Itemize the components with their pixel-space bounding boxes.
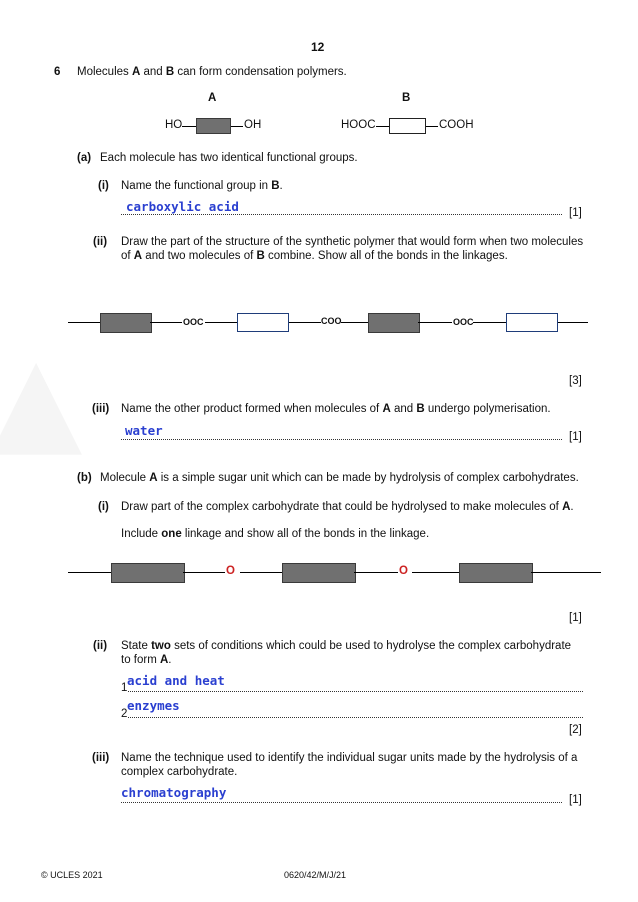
footer-copyright: © UCLES 2021 — [41, 870, 103, 880]
answer-a-iii[interactable]: water — [125, 423, 163, 438]
chain-bond — [473, 322, 506, 323]
marks-b-i: [1] — [569, 612, 582, 624]
structure-b-label: B — [402, 92, 411, 104]
answer-number-2: 2 — [121, 708, 128, 720]
part-b-ii-label: (ii) — [93, 640, 108, 652]
part-a-ii-line2: of A and two molecules of B combine. Show all of the bonds in the linkages. — [121, 250, 508, 262]
chain-bond — [412, 572, 459, 573]
structure-b-box — [389, 118, 426, 134]
answer-b-iii[interactable]: chromatography — [121, 785, 227, 800]
part-b-ii-line1: State two sets of conditions which could be used to hydrolyse the complex carbohydrate — [121, 640, 572, 652]
chain-bond — [289, 322, 321, 323]
footer-code: 0620/42/M/J/21 — [284, 870, 347, 880]
marks-a-ii: [3] — [569, 375, 582, 387]
watermark — [0, 330, 88, 469]
chain-bond — [354, 572, 398, 573]
chain-bond — [183, 572, 225, 573]
structure-a-label: A — [208, 92, 217, 104]
question-number: 6 — [54, 66, 61, 78]
polymer-drawing — [68, 312, 592, 334]
structure-a-box — [196, 118, 231, 134]
chain-bond — [240, 572, 282, 573]
linkage-label: OOC — [183, 317, 204, 327]
chain-bond — [68, 572, 111, 573]
glycosidic-oxygen: O — [399, 565, 408, 577]
marks-a-i: [1] — [569, 207, 582, 219]
question-stem: Molecules A and B can form condensation polymers. — [77, 66, 347, 78]
part-b-iii-label: (iii) — [92, 752, 110, 764]
part-b-ii-line2: to form A. — [121, 654, 172, 666]
bond — [231, 126, 243, 127]
part-b-iii-line1: Name the technique used to identify the individual sugar units made by the hydrolysis of a — [121, 752, 578, 764]
page-number: 12 — [311, 40, 325, 54]
answer-line — [121, 439, 562, 440]
structure-b — [341, 118, 481, 134]
part-b-text: Molecule A is a simple sugar unit which can be made by hydrolysis of complex carbohydrates. — [100, 472, 579, 484]
linkage-label: OOC — [453, 317, 474, 327]
polymer-unit-a — [100, 313, 152, 333]
chain-bond — [341, 322, 368, 323]
bond — [426, 126, 438, 127]
answer-line — [121, 214, 562, 215]
carbohydrate-drawing — [68, 562, 604, 584]
chain-bond — [418, 322, 452, 323]
structure-b-left-group: HOOC — [341, 119, 376, 131]
marks-a-iii: [1] — [569, 431, 582, 443]
glycosidic-oxygen: O — [226, 565, 235, 577]
marks-b-ii: [2] — [569, 724, 582, 736]
sugar-unit — [459, 563, 533, 583]
polymer-unit-a — [368, 313, 420, 333]
polymer-unit-b — [237, 313, 289, 332]
chain-bond — [558, 322, 588, 323]
chain-bond — [150, 322, 182, 323]
structure-a — [165, 118, 275, 134]
chain-bond — [68, 322, 100, 323]
structure-a-right-group: OH — [244, 119, 262, 131]
part-a-ii-label: (ii) — [93, 236, 108, 248]
answer-b-ii-1[interactable]: acid and heat — [127, 673, 225, 688]
part-a-iii-text: Name the other product formed when molecules of A and B undergo polymerisation. — [121, 403, 551, 415]
structure-a-left-group: HO — [165, 119, 183, 131]
part-a-text: Each molecule has two identical functional groups. — [100, 152, 358, 164]
sugar-unit — [111, 563, 185, 583]
answer-line — [128, 691, 583, 692]
part-b-i-text: Draw part of the complex carbohydrate that could be hydrolysed to make molecules of A. — [121, 501, 574, 513]
chain-bond — [205, 322, 237, 323]
answer-a-i[interactable]: carboxylic acid — [126, 199, 239, 214]
marks-b-iii: [1] — [569, 794, 582, 806]
part-a-ii-line1: Draw the part of the structure of the synthetic polymer that would form when two molecules — [121, 236, 584, 248]
part-a-label: (a) — [77, 152, 92, 164]
structure-b-right-group: COOH — [439, 119, 474, 131]
part-b-i-label: (i) — [98, 501, 109, 513]
part-b-iii-line2: complex carbohydrate. — [121, 766, 238, 778]
answer-b-ii-2[interactable]: enzymes — [127, 698, 180, 713]
part-b-i-line2: Include one linkage and show all of the bonds in the linkage. — [121, 528, 430, 540]
part-b-label: (b) — [77, 472, 92, 484]
part-a-i-text: Name the functional group in B. — [121, 180, 283, 192]
part-a-i-label: (i) — [98, 180, 109, 192]
answer-line — [128, 717, 583, 718]
bond — [182, 126, 196, 127]
polymer-unit-b — [506, 313, 558, 332]
sugar-unit — [282, 563, 356, 583]
part-a-iii-label: (iii) — [92, 403, 110, 415]
answer-line — [121, 802, 562, 803]
chain-bond — [531, 572, 601, 573]
answer-number-1: 1 — [121, 682, 128, 694]
linkage-label: COO — [321, 316, 342, 326]
bond — [376, 126, 389, 127]
